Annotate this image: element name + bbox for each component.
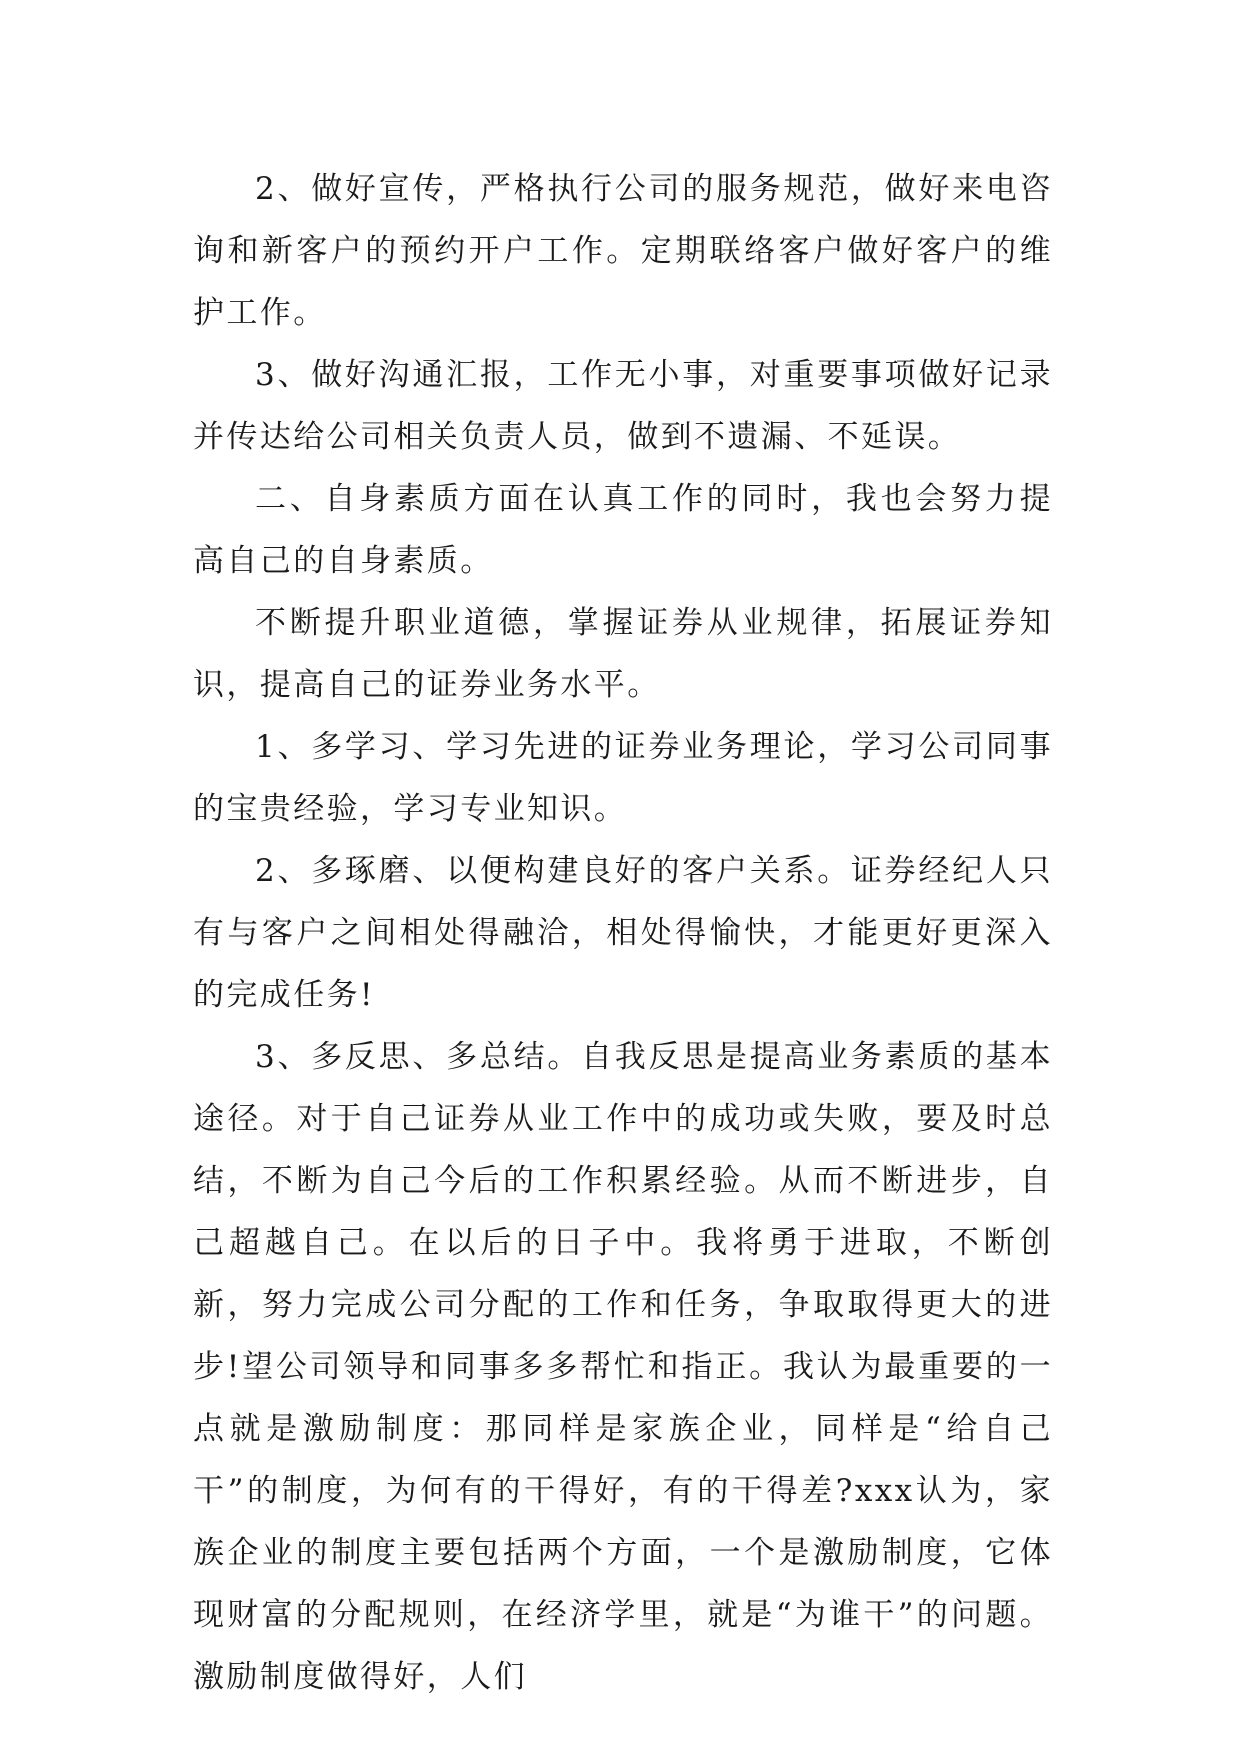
paragraph-self-quality: 二、自身素质方面在认真工作的同时，我也会努力提高自己的自身素质。 [193, 481, 1053, 579]
paragraph-service-promotion: 2、做好宣传，严格执行公司的服务规范，做好来电咨询和新客户的预约开户工作。定期联络客户做好客户的维护工作。 [193, 171, 1053, 331]
paragraph-reflection-incentives: 3、多反思、多总结。自我反思是提高业务素质的基本途径。对于自己证券从业工作中的成功或失败，要及时总结，不断为自己今后的工作积累经验。从而不断进步，自己超越自己。在以后的日子中。我将勇于进取，不断创新，努力完成公司分配的工作和任务，争取取得更大的进步!望公司领导和同事多多帮忙和指正。我认为最重要的一点就是激励制度：那同样是家族企业，同样是“给自己干”的制度，为何有的干得好，有的干得差?xxx认为，家族企业的制度主要包括两个方面，一个是激励制度，它体现财富的分配规则，在经济学里，就是“为谁干”的问题。激励制度做得好，人们 [193, 1039, 1053, 1695]
paragraph-learning: 1、多学习、学习先进的证券业务理论，学习公司同事的宝贵经验，学习专业知识。 [193, 729, 1053, 827]
paragraph-client-relations: 2、多琢磨、以便构建良好的客户关系。证券经纪人只有与客户之间相处得融洽，相处得愉快，才能更好更深入的完成任务! [193, 853, 1053, 1013]
paragraph-professional-ethics: 不断提升职业道德，掌握证券从业规律，拓展证券知识，提高自己的证券业务水平。 [193, 605, 1053, 703]
document-page [193, 158, 1053, 1708]
paragraph-communication-report: 3、做好沟通汇报，工作无小事，对重要事项做好记录并传达给公司相关负责人员，做到不遗漏、不延误。 [193, 357, 1053, 455]
